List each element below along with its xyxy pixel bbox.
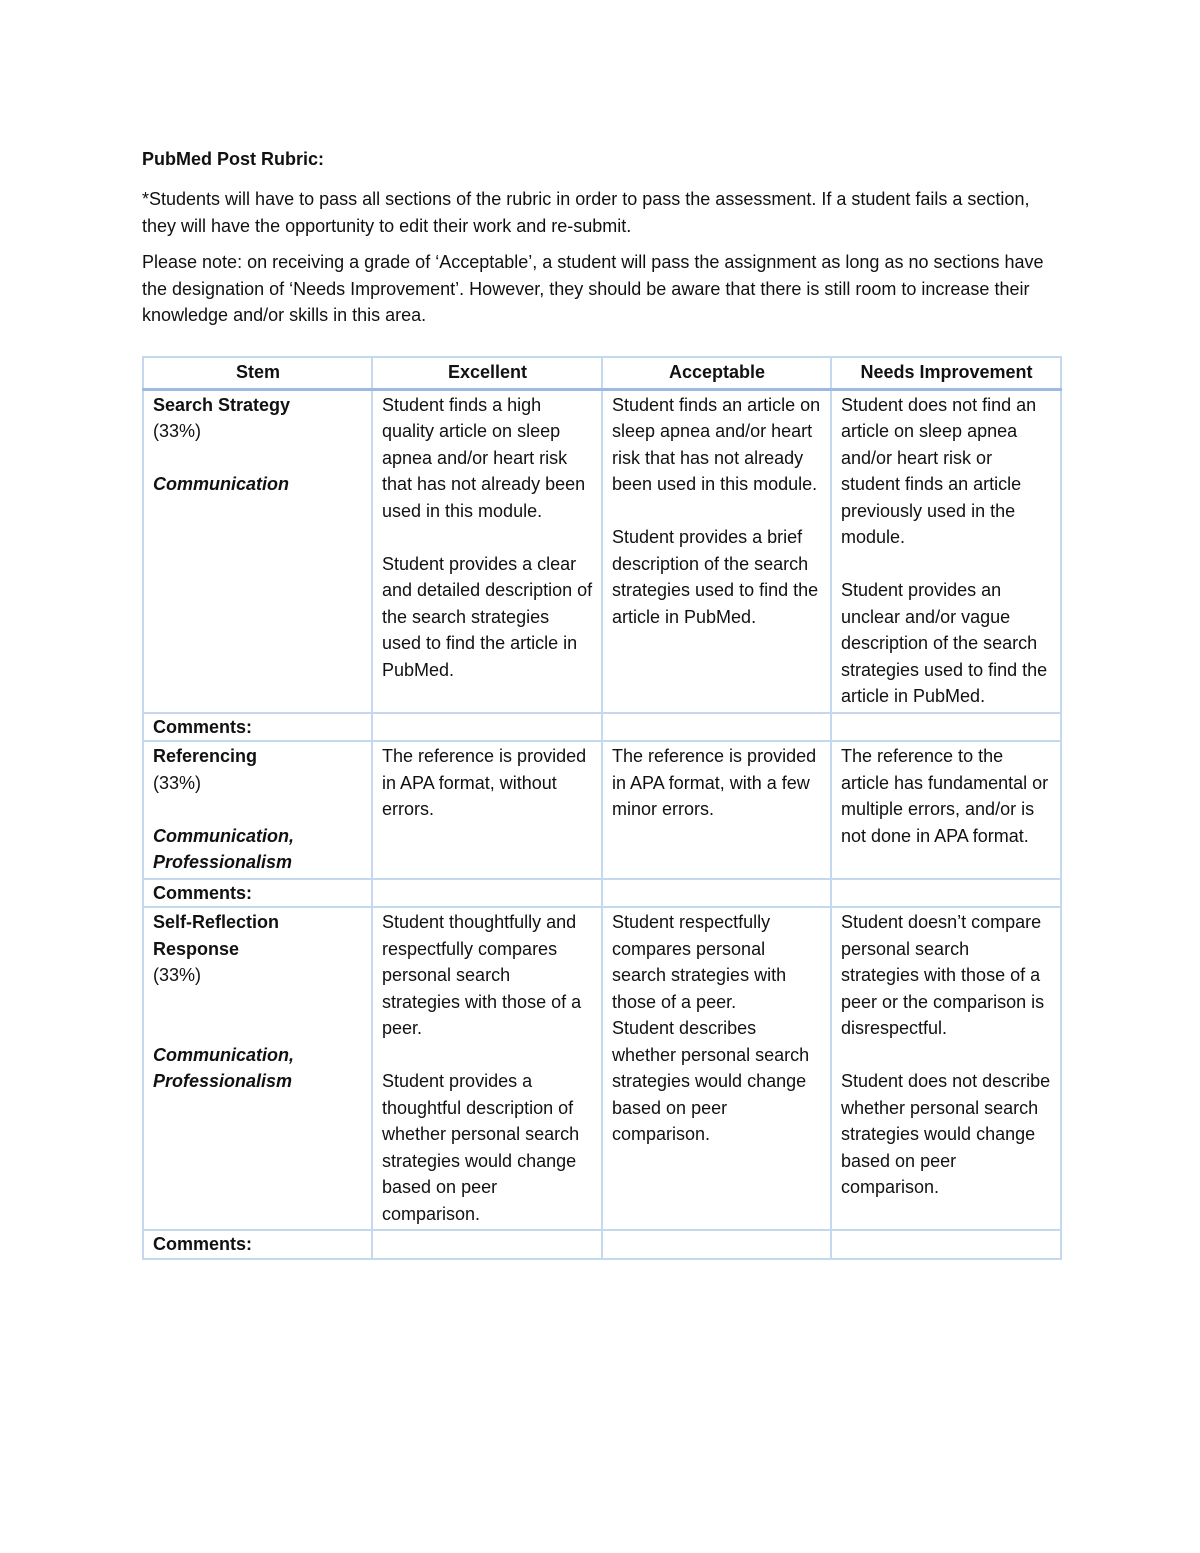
rubric-table bbox=[142, 356, 1062, 1260]
comments-field[interactable] bbox=[372, 879, 602, 908]
comments-label: Comments: bbox=[153, 882, 253, 903]
comments-label: Comments: bbox=[153, 716, 253, 737]
criterion-text: Student provides a brief description of the search strategies used to find the article in PubMed. bbox=[612, 527, 819, 627]
acceptable-cell bbox=[602, 741, 831, 879]
comments-row bbox=[143, 713, 1061, 742]
header-needs-improvement: Needs Improvement bbox=[831, 357, 1061, 389]
header-excellent: Excellent bbox=[372, 357, 602, 389]
stem-cell bbox=[143, 907, 372, 1230]
criterion-text: Student finds a high quality article on sleep apnea and/or heart risk that has not already been used in this module. bbox=[382, 394, 586, 521]
criterion-text: The reference is provided in APA format, without errors. bbox=[382, 746, 587, 819]
needs-improvement-cell bbox=[831, 741, 1061, 879]
acceptable-cell bbox=[602, 389, 831, 713]
stem-weight: (33%) bbox=[153, 421, 202, 441]
stem-weight: (33%) bbox=[153, 965, 202, 985]
comments-label-cell bbox=[143, 1230, 372, 1259]
stem-weight: (33%) bbox=[153, 772, 202, 793]
skill-label: Communication, bbox=[153, 825, 295, 846]
rubric-row-self-reflection bbox=[143, 907, 1061, 1230]
excellent-cell bbox=[372, 907, 602, 1230]
comments-label: Comments: bbox=[153, 1234, 253, 1254]
comments-field[interactable] bbox=[831, 713, 1061, 742]
comments-field[interactable] bbox=[602, 1230, 831, 1259]
comments-field[interactable] bbox=[831, 879, 1061, 908]
criterion-text: Student provides a thoughtful description of whether personal search strategies would change based on peer comparison. bbox=[382, 1071, 580, 1224]
comments-label-cell bbox=[143, 879, 372, 908]
document-page bbox=[142, 142, 1060, 1254]
criterion-text: Student doesn’t compare personal search strategies with those of a peer or the comparison is disrespectful. bbox=[841, 912, 1045, 1038]
criterion-text: Student provides a clear and detailed description of the search strategies used to find the article in PubMed. bbox=[382, 553, 593, 680]
excellent-cell bbox=[372, 389, 602, 713]
header-stem: Stem bbox=[143, 357, 372, 389]
criterion-text: Student respectfully compares personal search strategies with those of a peer. bbox=[612, 912, 787, 1012]
acceptable-cell bbox=[602, 907, 831, 1230]
skill-label: Professionalism bbox=[153, 852, 293, 872]
stem-cell bbox=[143, 389, 372, 713]
criterion-text: Student provides an unclear and/or vague description of the search strategies used to find the article in PubMed. bbox=[841, 580, 1048, 706]
criterion-text: Student does not find an article on sleep apnea and/or heart risk or student finds an article previously used in the module. bbox=[841, 394, 1037, 547]
comments-row bbox=[143, 879, 1061, 908]
rubric-header-row bbox=[143, 357, 1061, 389]
criterion-text: Student finds an article on sleep apnea and/or heart risk that has not already been used in this module. bbox=[612, 394, 821, 494]
comments-row bbox=[143, 1230, 1061, 1259]
comments-field[interactable] bbox=[372, 713, 602, 742]
stem-name: Referencing bbox=[153, 746, 258, 766]
intro-paragraph: *Students will have to pass all sections of the rubric in order to pass the assessment. If a student fails a section, they will have the opportunity to edit their work and re-submit. bbox=[142, 189, 1030, 236]
criterion-text: Student describes whether personal search strategies would change based on peer comparison. bbox=[612, 1018, 810, 1144]
skill-label: Communication, bbox=[153, 1044, 295, 1065]
comments-field[interactable] bbox=[602, 879, 831, 908]
note-paragraph: Please note: on receiving a grade of ‘Acceptable’, a student will pass the assignment as long as no sections have the designation of ‘Needs Improvement’. However, they should be aware that there is still room to increase their knowledge and/or skills in this area. bbox=[142, 252, 1044, 325]
comments-field[interactable] bbox=[372, 1230, 602, 1259]
stem-name: Self-Reflection Response bbox=[153, 912, 280, 959]
header-acceptable: Acceptable bbox=[602, 357, 831, 389]
excellent-cell bbox=[372, 741, 602, 879]
needs-improvement-cell bbox=[831, 907, 1061, 1230]
stem-skills bbox=[153, 471, 363, 498]
stem-skills bbox=[153, 1042, 363, 1095]
comments-field[interactable] bbox=[602, 713, 831, 742]
criterion-text: Student does not describe whether personal search strategies would change based on peer comparison. bbox=[841, 1071, 1051, 1197]
stem-skills bbox=[153, 823, 363, 876]
comments-field[interactable] bbox=[831, 1230, 1061, 1259]
rubric-row-search-strategy bbox=[143, 389, 1061, 713]
needs-improvement-cell bbox=[831, 389, 1061, 713]
criterion-text: Student thoughtfully and respectfully compares personal search strategies with those of a peer. bbox=[382, 912, 582, 1038]
stem-cell bbox=[143, 741, 372, 879]
criterion-text: The reference to the article has fundamental or multiple errors, and/or is not done in APA format. bbox=[841, 746, 1049, 846]
comments-label-cell bbox=[143, 713, 372, 742]
document-title: PubMed Post Rubric: bbox=[142, 149, 325, 169]
skill-label: Communication bbox=[153, 474, 290, 494]
stem-name: Search Strategy bbox=[153, 394, 291, 415]
skill-label: Professionalism bbox=[153, 1071, 293, 1091]
rubric-row-referencing bbox=[143, 741, 1061, 879]
criterion-text: The reference is provided in APA format, with a few minor errors. bbox=[612, 746, 817, 819]
